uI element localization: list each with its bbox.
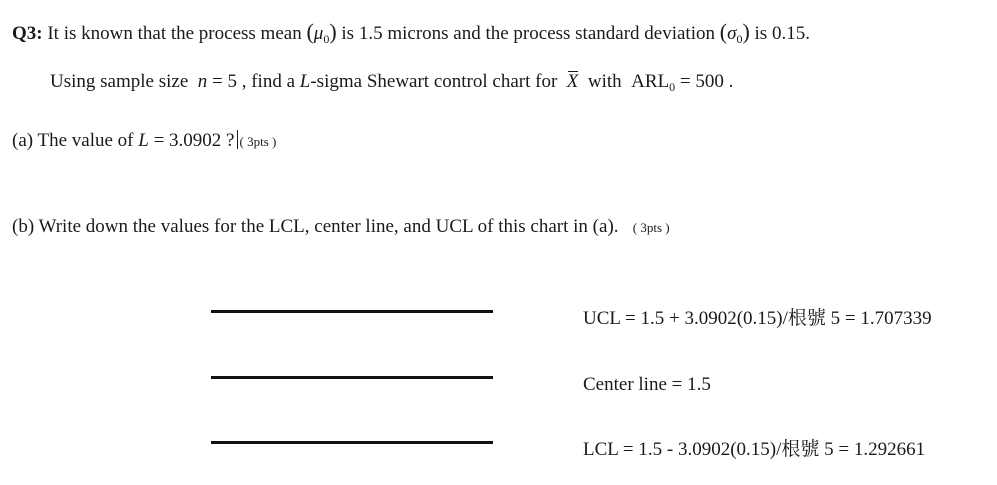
question-text-7: with (587, 71, 622, 92)
question-text-4: Using sample size (50, 71, 189, 92)
question-text-3: is 0.15. (754, 23, 810, 44)
part-a-points: ( 3pts ) (239, 134, 277, 149)
sigma-subscript: 0 (736, 32, 743, 46)
question-text-8: = 500 . (679, 71, 734, 92)
center-line-answer: Center line = 1.5 (583, 374, 711, 395)
question-line-1: Q3: It is known that the process mean $(\mu_0)$ is 1.5 microns and the process standard deviation $(\sigma_0)$ is 0.15. (12, 19, 810, 46)
question-text-2: is 1.5 microns and the process standard deviation (341, 23, 715, 44)
xbar-symbol: X (566, 71, 579, 92)
part-a-text: (a) The value of (12, 130, 134, 151)
question-text-5: = 5 , find a (212, 71, 296, 92)
text-cursor (237, 130, 238, 149)
part-b-points: ( 3pts ) (632, 220, 670, 235)
part-a-answer: = 3.0902 ? (153, 130, 235, 151)
part-b-text: (b) Write down the values for the LCL, center line, and UCL of this chart in (a). (12, 216, 619, 237)
question-text-6: -sigma Shewart control chart for (310, 71, 558, 92)
arl-subscript: 0 (669, 80, 676, 94)
part-a-L-variable: L (138, 130, 149, 151)
question-text-1: It is known that the process mean (47, 23, 302, 44)
mu-symbol: μ (313, 23, 324, 44)
L-variable: L (299, 71, 311, 92)
part-b-line (12, 215, 670, 240)
ucl-answer: UCL = 1.5 + 3.0902(0.15)/根號 5 = 1.707339 (583, 308, 932, 329)
arl-label: ARL (631, 71, 670, 92)
n-variable: n (197, 71, 208, 92)
question-line-2 (50, 70, 733, 99)
lcl-blank-line (211, 441, 493, 444)
sigma-symbol: σ (727, 23, 737, 44)
center-blank-line (211, 376, 493, 379)
question-label: Q3: (12, 23, 43, 44)
lcl-answer: LCL = 1.5 - 3.0902(0.15)/根號 5 = 1.292661 (583, 439, 926, 460)
ucl-blank-line (211, 310, 493, 313)
part-a-line (12, 129, 276, 154)
mu-subscript: 0 (323, 32, 330, 46)
